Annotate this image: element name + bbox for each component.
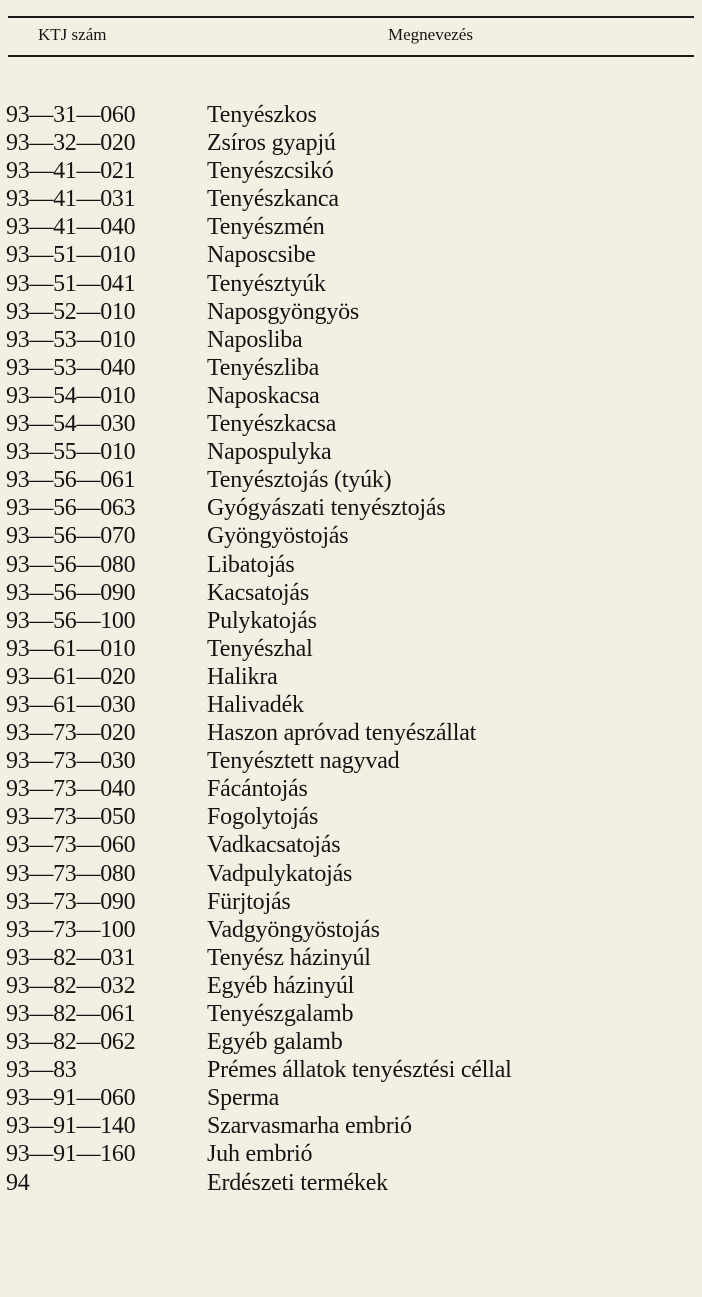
item-name: Libatojás — [207, 551, 295, 578]
table-row — [0, 466, 702, 494]
ktj-code: 93—51—010 — [6, 242, 136, 269]
item-name: Fürjtojás — [207, 888, 291, 915]
item-name: Juh embrió — [207, 1141, 313, 1168]
table-row — [0, 270, 702, 298]
table-row — [0, 1169, 702, 1197]
item-name: Tenyészkos — [207, 102, 317, 128]
table-row — [0, 803, 702, 831]
table-row — [0, 522, 702, 550]
ktj-code: 93—73—100 — [6, 916, 136, 943]
ktj-code: 93—53—010 — [6, 326, 136, 353]
ktj-code: 93—91—060 — [6, 1085, 136, 1112]
table-row — [0, 888, 702, 916]
item-name: Napospulyka — [207, 439, 332, 466]
table-row — [0, 691, 702, 719]
table-top-rule — [8, 16, 694, 18]
ktj-code: 93—56—090 — [6, 579, 136, 606]
item-name: Egyéb galamb — [207, 1029, 343, 1056]
column-header-code: KTJ szám — [38, 25, 107, 44]
item-name: Tenyész házinyúl — [207, 944, 371, 971]
table-row — [0, 663, 702, 691]
ktj-code: 93—61—030 — [6, 691, 136, 718]
table-row — [0, 747, 702, 775]
ktj-code: 93—82—062 — [6, 1029, 136, 1056]
table-row — [0, 298, 702, 326]
table-row — [0, 382, 702, 410]
item-name: Kacsatojás — [207, 579, 309, 606]
table-row — [0, 607, 702, 635]
item-name: Fogolytojás — [207, 804, 319, 831]
ktj-code: 93—73—040 — [6, 776, 136, 803]
item-name: Tenyészhal — [207, 635, 313, 662]
ktj-code: 93—73—020 — [6, 720, 136, 747]
ktj-code: 93—41—021 — [6, 158, 136, 185]
table-row — [0, 494, 702, 522]
table-row — [0, 1000, 702, 1028]
table-row — [0, 1056, 702, 1084]
ktj-code: 93—54—030 — [6, 411, 136, 438]
ktj-code: 93—82—061 — [6, 1001, 136, 1027]
table-row — [0, 1028, 702, 1056]
ktj-code: 93—73—050 — [6, 804, 136, 831]
table-row — [0, 410, 702, 438]
item-name: Naposgyöngyös — [207, 298, 360, 325]
table-row — [0, 129, 702, 157]
ktj-code: 93—73—080 — [6, 860, 136, 887]
ktj-code: 93—31—060 — [6, 102, 136, 128]
item-name: Vadpulykatojás — [207, 860, 353, 887]
ktj-code: 93—82—032 — [6, 972, 136, 999]
item-name: Tenyészgalamb — [207, 1001, 354, 1027]
item-name: Haszon apróvad tenyészállat — [207, 720, 477, 747]
item-name: Egyéb házinyúl — [207, 972, 355, 999]
ktj-code: 93—41—040 — [6, 214, 136, 241]
table-row — [0, 241, 702, 269]
item-name: Tenyészkanca — [207, 186, 339, 213]
table-body — [0, 101, 702, 1197]
table-row — [0, 1084, 702, 1112]
ktj-code: 93—61—020 — [6, 663, 136, 690]
ktj-code: 93—82—031 — [6, 944, 136, 971]
table-header-rule — [8, 55, 694, 57]
table-row — [0, 579, 702, 607]
item-name: Erdészeti termékek — [207, 1169, 388, 1196]
ktj-code: 93—56—070 — [6, 523, 136, 550]
ktj-code: 93—41—031 — [6, 186, 136, 213]
table-row — [0, 635, 702, 663]
ktj-code: 93—53—040 — [6, 354, 136, 381]
ktj-code: 93—32—020 — [6, 130, 136, 157]
item-name: Vadgyöngyöstojás — [207, 916, 380, 943]
item-name: Naposcsibe — [207, 242, 316, 269]
table-row — [0, 1112, 702, 1140]
table-row — [0, 972, 702, 1000]
item-name: Tenyészcsikó — [207, 158, 334, 185]
ktj-code: 93—52—010 — [6, 298, 136, 325]
table-row — [0, 831, 702, 859]
item-name: Prémes állatok tenyésztési céllal — [207, 1057, 512, 1084]
table-row — [0, 1140, 702, 1168]
ktj-code: 93—54—010 — [6, 382, 136, 409]
item-name: Tenyésztett nagyvad — [207, 748, 400, 775]
item-name: Tenyésztojás (tyúk) — [207, 467, 392, 494]
item-name: Zsíros gyapjú — [207, 130, 336, 157]
ktj-code: 93—61—010 — [6, 635, 136, 662]
table-row — [0, 438, 702, 466]
table-row — [0, 719, 702, 747]
ktj-code: 93—56—100 — [6, 607, 136, 634]
ktj-code: 93—73—090 — [6, 888, 136, 915]
ktj-code: 94 — [6, 1169, 30, 1196]
table-row — [0, 157, 702, 185]
table-row — [0, 944, 702, 972]
table-row — [0, 185, 702, 213]
item-name: Sperma — [207, 1085, 280, 1112]
ktj-code: 93—91—160 — [6, 1141, 136, 1168]
ktj-code: 93—73—060 — [6, 832, 136, 859]
item-name: Tenyészliba — [207, 354, 320, 381]
item-name: Tenyésztyúk — [207, 270, 326, 297]
table-row — [0, 101, 702, 129]
ktj-code: 93—55—010 — [6, 439, 136, 466]
item-name: Naposliba — [207, 326, 303, 353]
item-name: Gyöngyöstojás — [207, 523, 349, 550]
item-name: Halikra — [207, 663, 278, 690]
ktj-code: 93—73—030 — [6, 748, 136, 775]
item-name: Tenyészkacsa — [207, 411, 337, 438]
item-name: Gyógyászati tenyésztojás — [207, 495, 446, 522]
table-row — [0, 326, 702, 354]
ktj-code: 93—51—041 — [6, 270, 136, 297]
table-row — [0, 916, 702, 944]
ktj-code: 93—91—140 — [6, 1113, 136, 1140]
ktj-code: 93—56—063 — [6, 495, 136, 522]
ktj-code: 93—56—061 — [6, 467, 136, 494]
item-name: Pulykatojás — [207, 607, 317, 634]
column-header-name: Megnevezés — [388, 25, 473, 44]
table-row — [0, 354, 702, 382]
item-name: Tenyészmén — [207, 214, 325, 241]
item-name: Naposkacsa — [207, 382, 320, 409]
ktj-code: 93—83 — [6, 1057, 77, 1084]
table-row — [0, 860, 702, 888]
table-row — [0, 551, 702, 579]
table-row — [0, 213, 702, 241]
item-name: Vadkacsatojás — [207, 832, 341, 859]
item-name: Szarvasmarha embrió — [207, 1113, 412, 1140]
table-row — [0, 775, 702, 803]
ktj-code: 93—56—080 — [6, 551, 136, 578]
item-name: Fácántojás — [207, 776, 308, 803]
item-name: Halivadék — [207, 691, 304, 718]
